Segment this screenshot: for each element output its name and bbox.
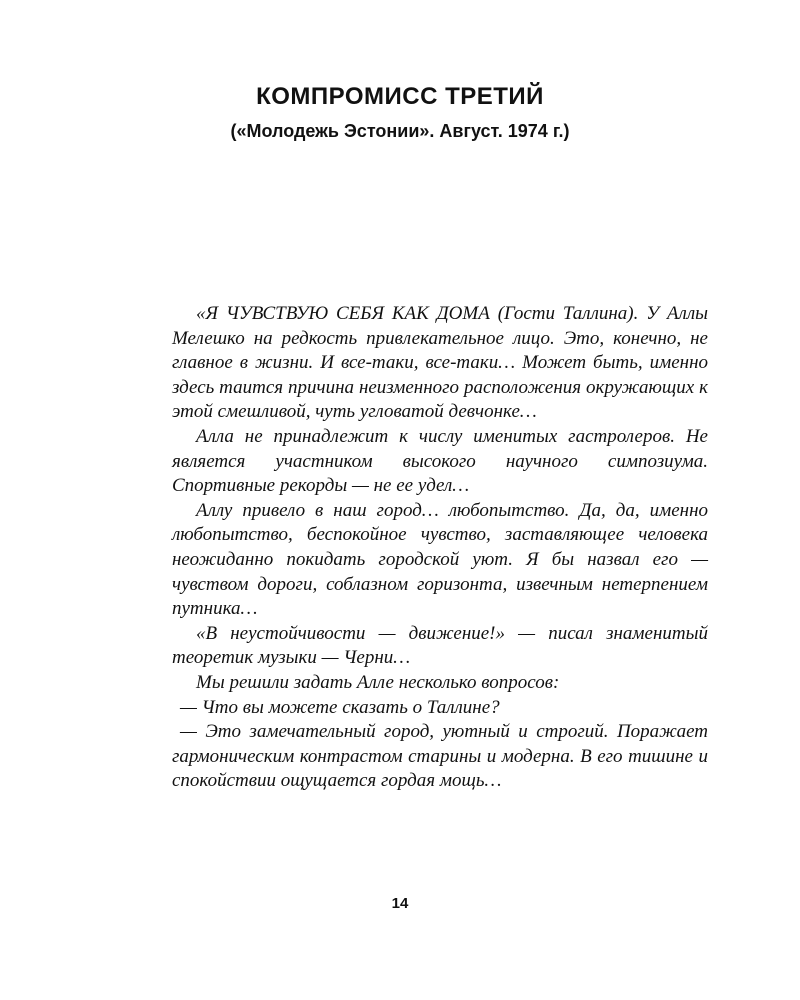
paragraph: Аллу привело в наш город… любопытство. Да, да, именно любопытство, беспокойное чувство, заставляющее человека неожиданно покидать городской уют. Я бы назвал его — чувством дороги, соблазном горизонта, извечным нетерпением путника… (172, 499, 708, 620)
dialogue-line: — Что вы можете сказать о Таллине? (180, 696, 500, 718)
page-number: 14 (391, 895, 409, 912)
paragraph: «Я ЧУВСТВУЮ СЕБЯ КАК ДОМА (Гости Таллина). У Аллы Мелешко на редкость привлекательное лицо. Это, конечно, не главное в жизни. И все-таки, все-таки… Может быть, именно здесь таится причина неизменного расположения окружающих к этой смешливой, чуть угловатой девчонке… (172, 303, 708, 423)
chapter-subtitle: («Молодежь Эстонии». Август. 1974 г.) (230, 121, 570, 141)
body-text (172, 302, 708, 794)
paragraph: Алла не принадлежит к числу именитых гастролеров. Не является участником высокого научного симпозиума. Спортивные рекорды — не ее удел… (172, 425, 708, 497)
paragraph: «В неустойчивости — движение!» — писал знаменитый теоретик музыки — Черни… (172, 622, 708, 669)
chapter-title: КОМПРОМИСС ТРЕТИЙ (256, 83, 544, 110)
paragraph: Мы решили задать Алле несколько вопросов: (196, 671, 560, 693)
dialogue-line: — Это замечательный город, уютный и строгий. Поражает гармоническим контрастом старины и модерна. В его тишине и спокойствии ощущается гордая мощь… (172, 721, 708, 792)
